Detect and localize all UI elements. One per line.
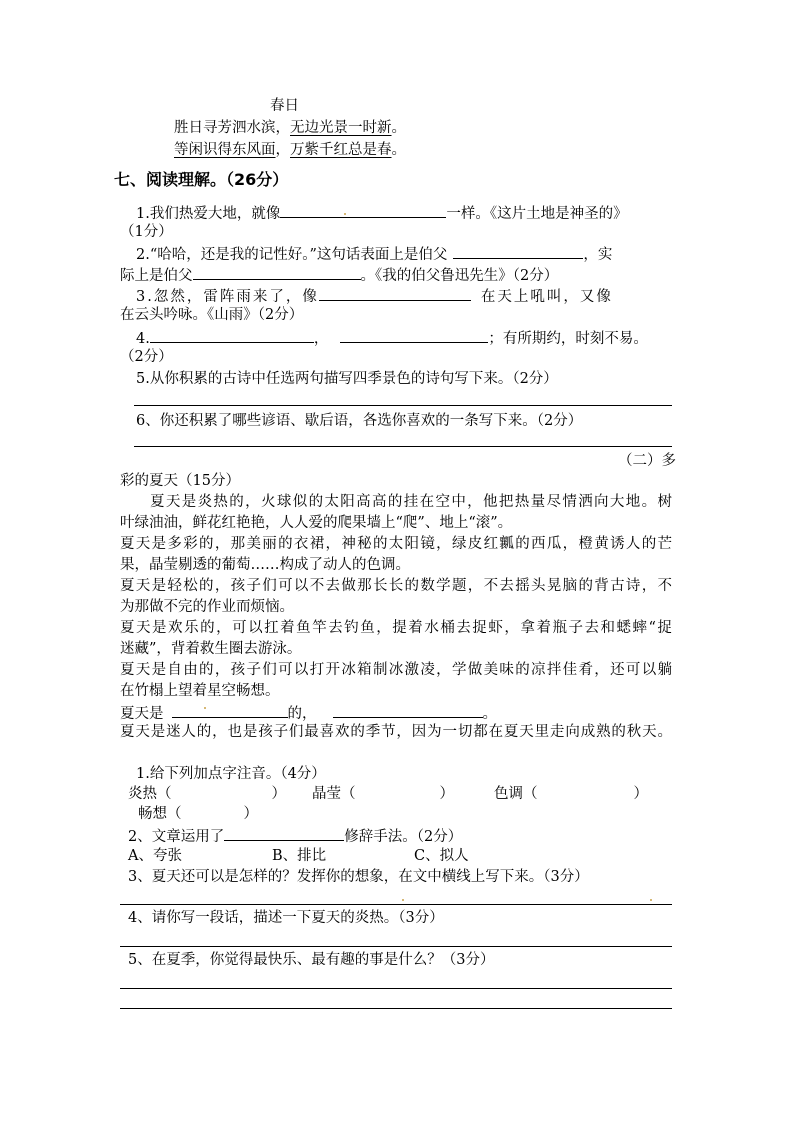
q4-text-a: 4.: [136, 331, 150, 347]
word-3-label: 色调（: [494, 786, 538, 802]
passage-p6-line: [120, 702, 497, 724]
poem-line-1-b: 无边光景一时新: [290, 120, 392, 136]
passage-p7-line: 夏天是迷人的，也是孩子们最喜欢的季节，因为一切都在夏天里走向成熟的秋天。: [120, 724, 672, 740]
q4-answer-blank-2[interactable]: [340, 327, 488, 343]
passage-p5-line2: 在竹榻上望着星空畅想。: [120, 683, 280, 699]
poem-line-2-a: 等闲识得东风面: [174, 142, 276, 158]
p2-q4-answer-line[interactable]: [120, 946, 672, 947]
p2-q2-line: [128, 825, 462, 847]
p2-q2-option-c[interactable]: C、拟人: [414, 848, 469, 864]
p6-answer-blank-1[interactable]: [172, 702, 288, 718]
p6-text-b: 的，: [287, 706, 317, 722]
passage-p1-line2: 叶绿油油，鲜花红艳艳，人人爱的爬果墙上“爬”、地上“滚”。: [120, 515, 513, 531]
speck-mark: [204, 707, 206, 709]
passage-p3-line1: 夏天是轻松的，孩子们可以不去做那长长的数学题，不去摇头晃脑的背古诗，不: [120, 578, 672, 594]
section-heading: 七、阅读理解。（26分）: [114, 170, 289, 189]
q2-line-2: [120, 264, 558, 286]
p6-text-c: 。: [482, 706, 497, 722]
p2-q5-prompt: 5、在夏季，你觉得最快乐、最有趣的事是什么？（3分）: [128, 952, 495, 968]
p6-answer-blank-2[interactable]: [333, 702, 483, 718]
poem-line-2-mid: ，: [275, 142, 290, 158]
passage-p1-line1: 夏天是炎热的，火球似的太阳高高的挂在空中，他把热量尽情洒向大地。树: [150, 494, 672, 510]
p2-q1-word-3: [494, 784, 648, 804]
p2-q2-answer-blank[interactable]: [224, 825, 344, 841]
q3-line-1: [136, 285, 613, 307]
passage-p2-line2: 果，晶莹剔透的葡萄……构成了动人的色调。: [120, 557, 410, 573]
q4-line: [136, 327, 648, 349]
p2-q1-prompt: 1.给下列加点字注音。（4分）: [136, 766, 326, 782]
part2-title: 彩的夏天（15分）: [120, 473, 240, 489]
q3-line-2: 在云头吟咏。《山雨》（2分）: [120, 307, 304, 323]
q6-prompt: 6、你还积累了哪些谚语、歇后语，各选你喜欢的一条写下来。（2分）: [136, 413, 583, 429]
poem-line-2-b: 万紫千红总是春: [290, 142, 392, 158]
q3-text-b: 在天上吼叫，又像: [480, 289, 613, 305]
q1-text-a: 1.我们热爱大地，就像: [136, 206, 281, 222]
word-1-label: 炎热（: [128, 786, 172, 802]
q4-text-b: ；有所期约，时刻不易。: [488, 331, 648, 347]
q2-text-c: 际上是伯父: [120, 268, 193, 284]
poem-line-1: [174, 118, 406, 138]
p2-q2-option-a[interactable]: A、夸张: [128, 848, 182, 864]
p2-q3-prompt: 3、夏天还可以是怎样的？发挥你的想象，在文中横线上写下来。（3分）: [128, 869, 589, 885]
q5-prompt: 5.从你积累的古诗中任选两句描写四季景色的诗句写下来。（2分）: [136, 371, 558, 387]
q4-text-mid: ，: [313, 331, 329, 347]
q5-answer-line[interactable]: [134, 405, 672, 406]
q2-text-a: 2.“哈哈，还是我的记性好。”这句话表面上是伯父: [136, 247, 448, 263]
poem-line-1-end: 。: [391, 120, 406, 136]
p6-text-a: 夏天是: [120, 706, 164, 722]
q6-answer-line[interactable]: [134, 446, 672, 447]
passage-p5-line1: 夏天是自由的，孩子们可以打开冰箱制冰激凌，学做美味的凉拌佳肴，还可以躺: [120, 662, 672, 678]
passage-p2-line1: 夏天是多彩的，那美丽的衣裙，神秘的太阳镜，绿皮红瓤的西瓜，橙黄诱人的芒: [120, 536, 672, 552]
speck-mark: [402, 899, 404, 901]
q2-line-1: [136, 243, 612, 265]
part2-label: （二）多: [618, 453, 676, 469]
q2-answer-blank-1[interactable]: [453, 243, 583, 259]
q2-text-d: 。《我的伯父鲁迅先生》（2分）: [360, 268, 559, 284]
poem-title: 春日: [270, 98, 299, 114]
word-4-close: ）: [243, 806, 258, 822]
p2-q5-answer-line-1[interactable]: [120, 988, 672, 989]
poem-line-2-end: 。: [391, 142, 406, 158]
p2-q1-word-2: [312, 784, 454, 804]
q2-text-b: ，实: [583, 247, 613, 263]
q1-line: [136, 202, 628, 224]
passage-p4-line1: 夏天是欢乐的，可以扛着鱼竿去钓鱼，提着水桶去捉虾，拿着瓶子去和蟋蟀“捉: [120, 620, 672, 636]
p2-q4-prompt: 4、请你写一段话，描述一下夏天的炎热。（3分）: [128, 910, 444, 926]
word-2-close: ）: [439, 786, 454, 802]
passage-p3-line2: 为那做不完的作业而烦恼。: [120, 599, 294, 615]
speck-mark: [344, 213, 346, 215]
q1-score: （1分）: [120, 224, 173, 240]
word-1-close: ）: [271, 786, 286, 802]
q3-answer-blank[interactable]: [319, 285, 471, 301]
q1-text-b: 一样。《这片土地是神圣的》: [446, 206, 628, 222]
word-4-label: 畅想（: [138, 806, 182, 822]
q3-text-a: 3.忽然，雷阵雨来了，像: [136, 289, 319, 305]
p2-q2-text-a: 2、文章运用了: [128, 829, 225, 845]
p2-q2-option-b[interactable]: B、排比: [272, 848, 327, 864]
q4-answer-blank-1[interactable]: [150, 327, 314, 343]
p2-q5-answer-line-2[interactable]: [120, 1008, 672, 1009]
p2-q1-word-4: [138, 804, 258, 824]
p2-q3-answer-line[interactable]: [120, 904, 672, 905]
q2-answer-blank-2[interactable]: [193, 264, 361, 280]
speck-mark: [650, 899, 652, 901]
word-2-label: 晶莹（: [312, 786, 356, 802]
poem-line-1-a: 胜日寻芳泗水滨，: [174, 120, 290, 136]
p2-q1-word-1: [128, 784, 286, 804]
passage-p4-line2: 迷藏”，背着救生圈去游泳。: [120, 641, 302, 657]
word-3-close: ）: [633, 786, 648, 802]
q4-score: （2分）: [120, 349, 173, 365]
poem-line-2: [174, 140, 406, 160]
p2-q2-text-b: 修辞手法。（2分）: [344, 829, 463, 845]
q1-answer-blank[interactable]: [280, 202, 446, 218]
